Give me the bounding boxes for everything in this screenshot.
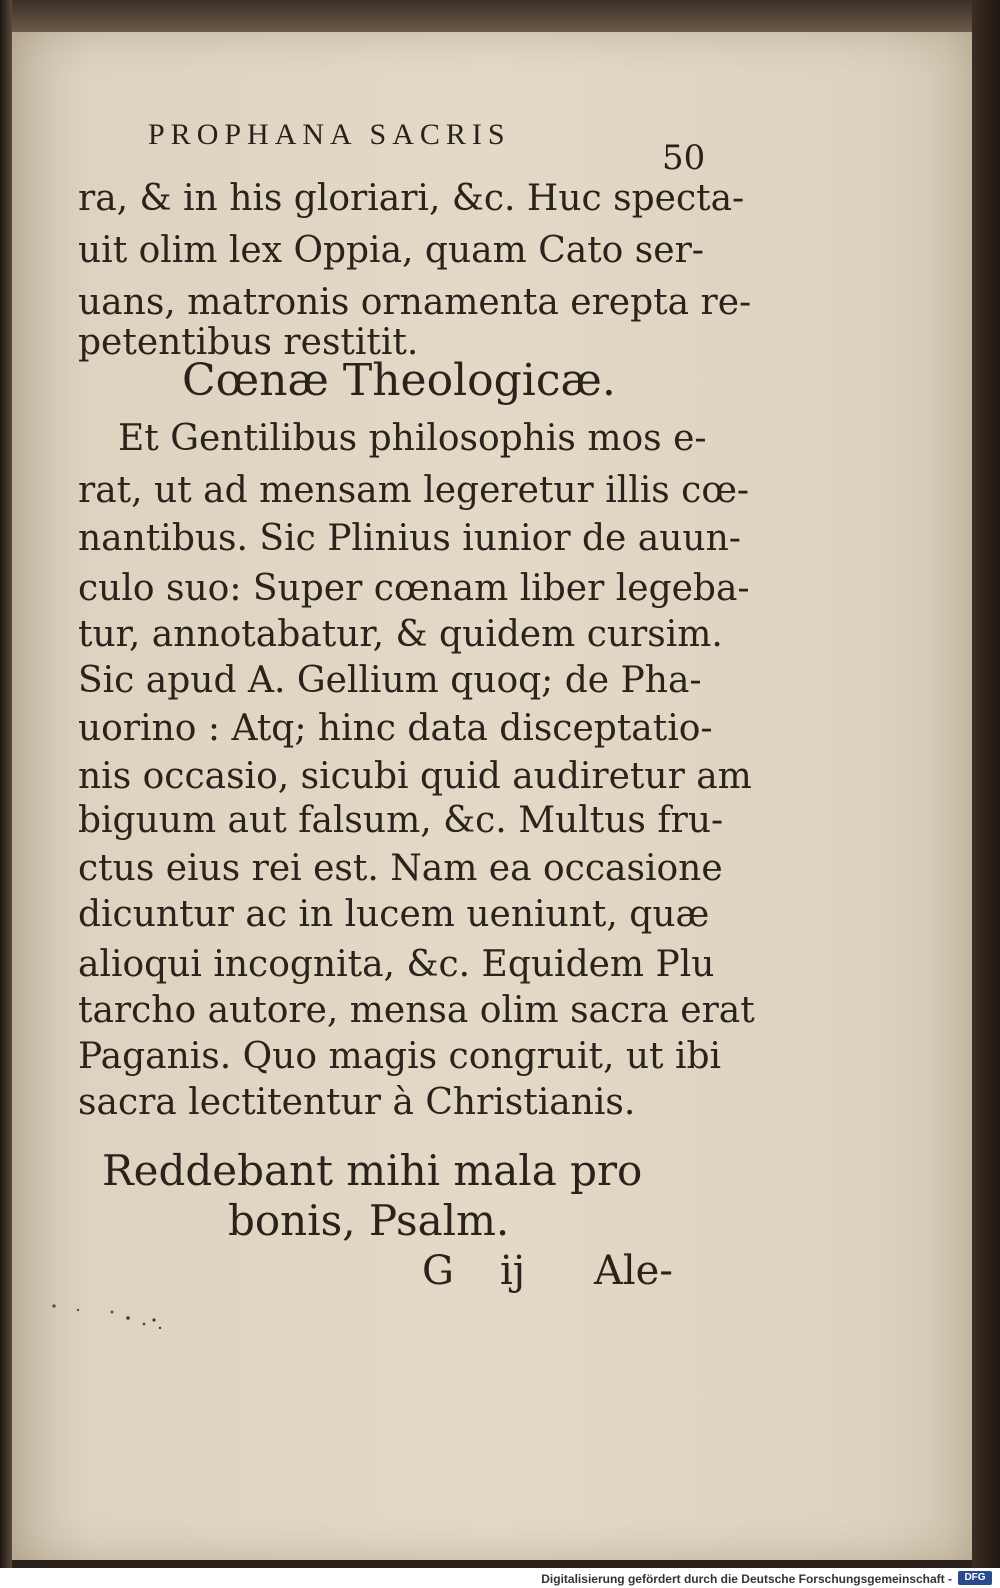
- text-line: sacra lectitentur à Christianis.: [78, 1082, 636, 1123]
- text-line: rat, ut ad mensam legeretur illis cœ-: [78, 470, 750, 511]
- ink-speckles: [48, 1296, 178, 1336]
- folio-number: 50: [662, 138, 706, 178]
- text-line: Et Gentilibus philosophis mos e-: [118, 418, 707, 459]
- scan-left-edge: [0, 0, 12, 1568]
- text-line: tarcho autore, mensa olim sacra erat: [78, 990, 755, 1031]
- text-line: nantibus. Sic Plinius iunior de auun-: [78, 518, 741, 559]
- text-line: ra, & in his gloriari, &c. Huc specta-: [78, 178, 745, 219]
- text-line: Sic apud A. Gellium quoq; de Pha-: [78, 660, 702, 701]
- dfg-logo: DFG: [958, 1571, 992, 1585]
- footer-credit: Digitalisierung gefördert durch die Deutsche Forschungsgemeinschaft -: [541, 1572, 952, 1586]
- text-line: Paganis. Quo magis congruit, ut ibi: [78, 1036, 722, 1077]
- psalm-line: Reddebant mihi mala pro: [102, 1146, 643, 1195]
- text-line: ctus eius rei est. Nam ea occasione: [78, 848, 723, 889]
- text-line: nis occasio, sicubi quid audiretur am: [78, 756, 752, 797]
- text-line: culo suo: Super cœnam liber legeba-: [78, 568, 750, 609]
- catchword: Ale-: [594, 1248, 673, 1294]
- running-head: PROPHANA SACRIS: [148, 118, 511, 151]
- text-line: uit olim lex Oppia, quam Cato ser-: [78, 230, 704, 271]
- text-line: petentibus restitit.: [78, 322, 419, 363]
- scan-top-edge: [12, 0, 972, 32]
- text-line: uorino : Atq; hinc data disceptatio-: [78, 708, 713, 749]
- psalm-line: bonis, Psalm.: [228, 1196, 510, 1245]
- signature-number: ij: [500, 1248, 526, 1294]
- scan-right-edge: [972, 0, 1000, 1568]
- text-line: dicuntur ac in lucem ueniunt, quæ: [78, 894, 710, 935]
- text-line: biguum aut falsum, &c. Multus fru-: [78, 800, 724, 841]
- section-heading: Cœnæ Theologicæ.: [182, 355, 616, 406]
- text-line: alioqui incognita, &c. Equidem Plu: [78, 944, 715, 985]
- text-line: tur, annotabatur, & quidem cursim.: [78, 614, 723, 655]
- text-line: uans, matronis ornamenta erepta re-: [78, 282, 752, 323]
- signature-mark: G: [422, 1248, 454, 1294]
